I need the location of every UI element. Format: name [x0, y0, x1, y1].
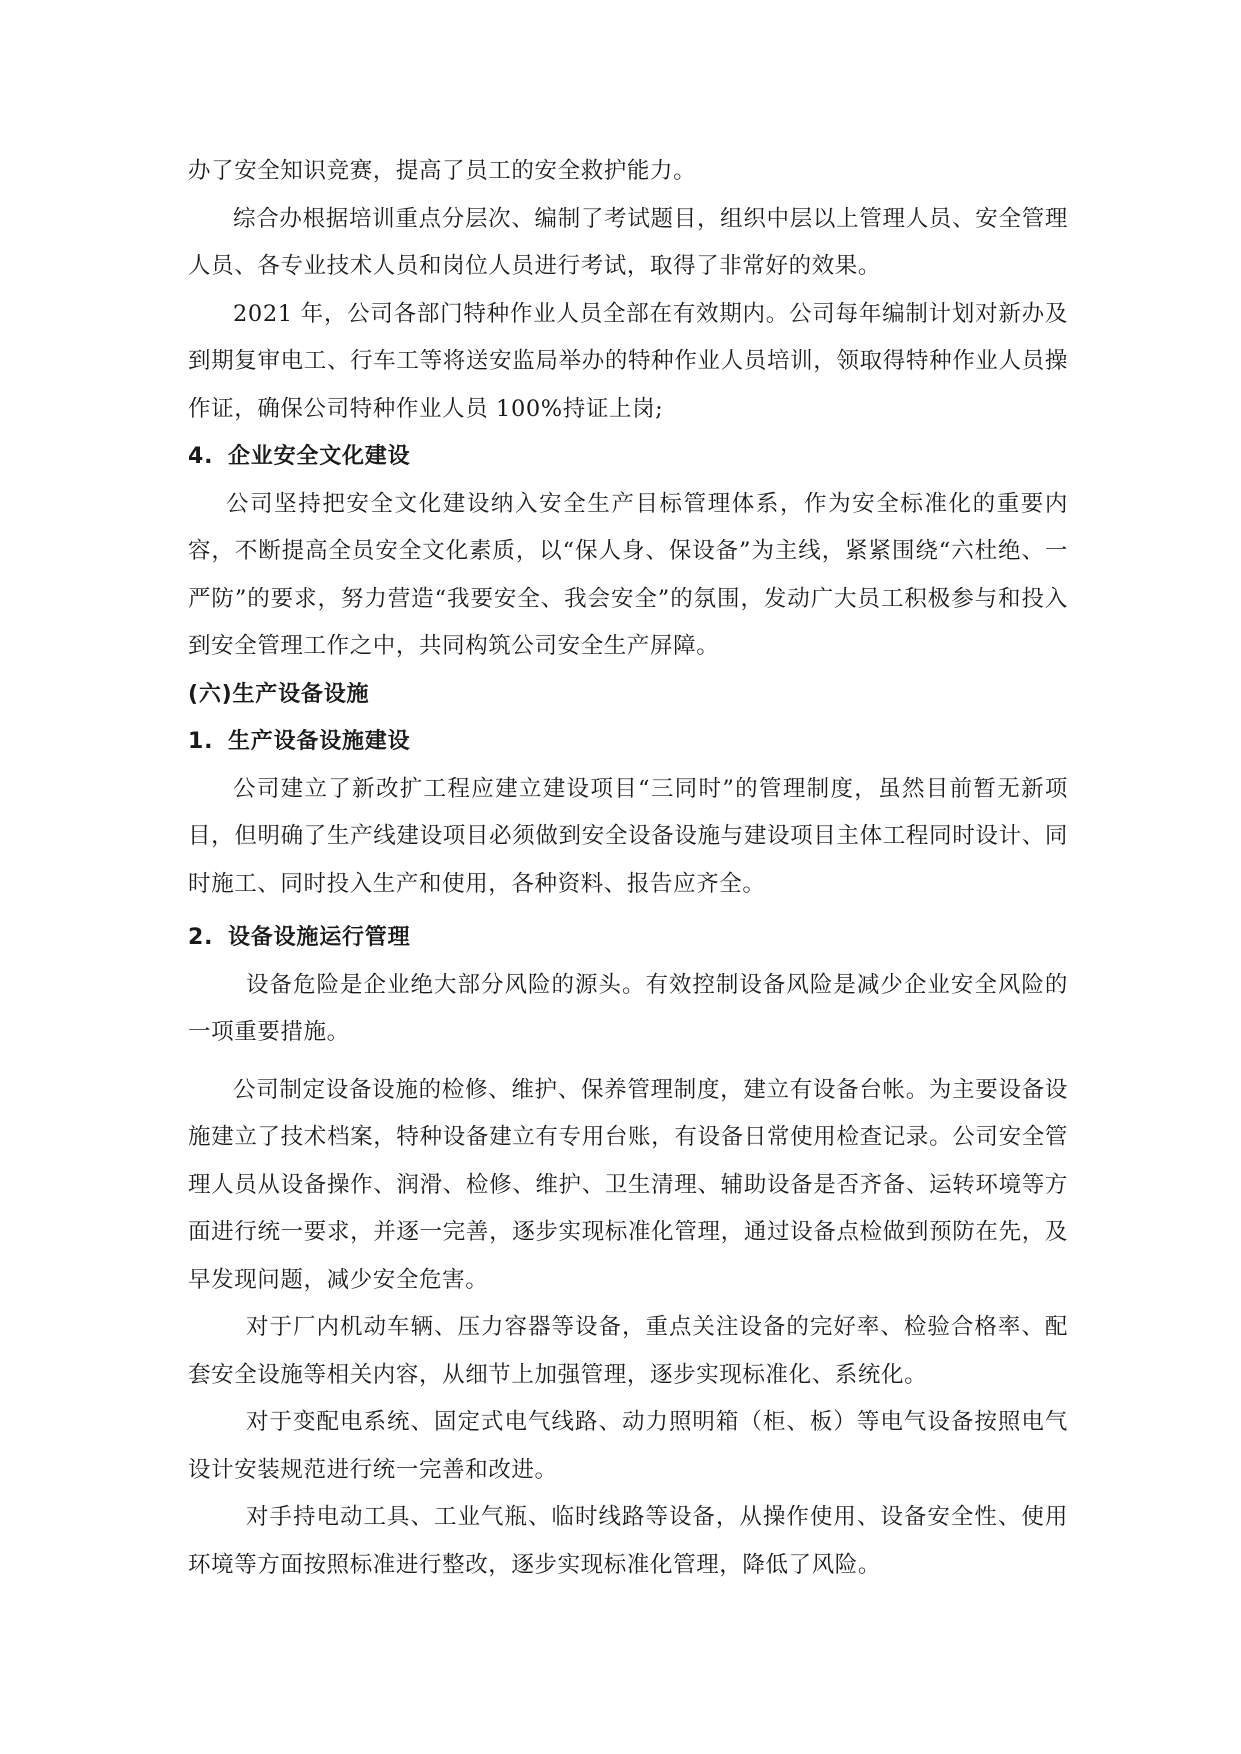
paragraph-maintenance-system: 公司制定设备设施的检修、维护、保养管理制度，建立有设备台帐。为主要设备设施建立了技术档案，特种设备建立有专用台账，有设备日常使用检查记录。公司安全管理人员从设备操作、润滑、检修、维护、卫生清理、辅助设备是否齐备、运转环境等方面进行统一要求，并逐一完善，逐步实现标准化管理，通过设备点检做到预防在先，及早发现问题，减少安全危害。 [188, 1076, 1068, 1293]
heading-safety-culture [188, 433, 1068, 481]
heading-text: 生产设备设施建设 [228, 729, 411, 754]
paragraph-equipment-risk: 设备危险是企业绝大部分风险的源头。有效控制设备风险是减少企业安全风险的一项重要措施。 [188, 971, 1068, 1045]
heading-production-equipment: (六)生产设备设施 [188, 681, 370, 707]
heading-equipment-construction [188, 718, 1068, 766]
paragraph-training-end: 办了安全知识竞赛，提高了员工的安全救护能力。 [188, 158, 697, 184]
heading-equipment-operation [188, 914, 1068, 962]
document-page [188, 148, 1068, 1589]
heading-text: 设备设施运行管理 [228, 925, 411, 950]
paragraph-safety-culture: 公司坚持把安全文化建设纳入安全生产目标管理体系，作为安全标准化的重要内容，不断提高全员安全文化素质，以“保人身、保设备”为主线，紧紧围绕“六杜绝、一严防”的要求，努力营造“我要安全、我会安全”的氛围，发动广大员工积极参与和投入到安全管理工作之中，共同构筑公司安全生产屏障。 [188, 490, 1068, 659]
heading-number: 1. [188, 729, 214, 754]
paragraph-exam: 综合办根据培训重点分层次、编制了考试题目，组织中层以上管理人员、安全管理人员、各专业技术人员和岗位人员进行考试，取得了非常好的效果。 [188, 205, 1068, 279]
heading-text: 企业安全文化建设 [228, 444, 411, 469]
paragraph-three-simultaneous: 公司建立了新改扩工程应建立建设项目“三同时”的管理制度，虽然目前暂无新项目，但明确了生产线建设项目必须做到安全设备设施与建设项目主体工程同时设计、同时施工、同时投入生产和使用，各种资料、报告应齐全。 [188, 775, 1068, 897]
paragraph-handheld-tools: 对手持电动工具、工业气瓶、临时线路等设备，从操作使用、设备安全性、使用环境等方面按照标准进行整改，逐步实现标准化管理，降低了风险。 [188, 1504, 1068, 1578]
heading-number: 4. [188, 444, 214, 469]
paragraph-special-operators: 2021 年，公司各部门特种作业人员全部在有效期内。公司每年编制计划对新办及到期复审电工、行车工等将送安监局举办的特种作业人员培训，领取得特种作业人员操作证，确保公司特种作业人员 100%持证上岗; [188, 300, 1068, 422]
paragraph-vehicles-vessels: 对于厂内机动车辆、压力容器等设备，重点关注设备的完好率、检验合格率、配套安全设施等相关内容，从细节上加强管理，逐步实现标准化、系统化。 [188, 1314, 1068, 1388]
paragraph-electrical: 对于变配电系统、固定式电气线路、动力照明箱（柜、板）等电气设备按照电气设计安装规范进行统一完善和改进。 [188, 1409, 1068, 1483]
heading-number: 2. [188, 925, 214, 950]
